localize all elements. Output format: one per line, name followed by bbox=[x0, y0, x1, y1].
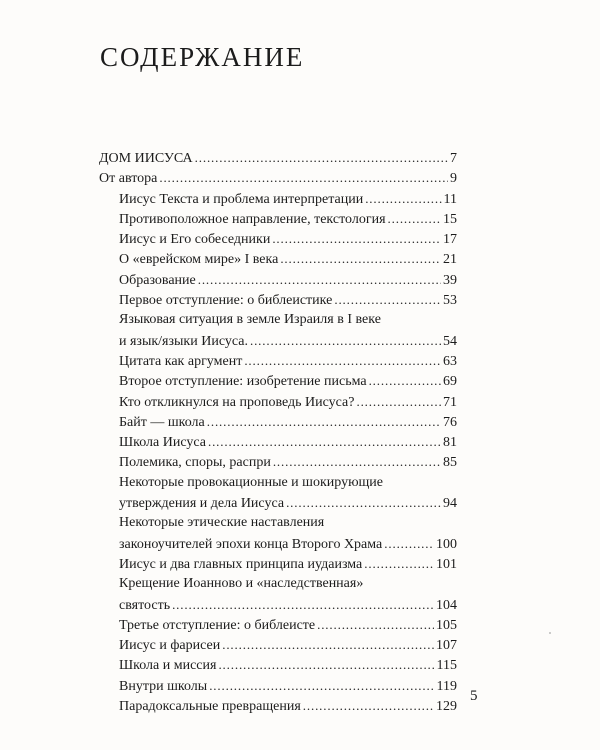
dot-leader bbox=[317, 615, 434, 636]
toc-entry-page: 9 bbox=[450, 171, 457, 187]
dot-leader bbox=[280, 249, 441, 270]
toc-entry-title: Иисус Текста и проблема интерпретации bbox=[119, 191, 364, 207]
table-of-contents bbox=[99, 148, 457, 716]
toc-entry bbox=[119, 371, 457, 391]
dot-leader bbox=[250, 331, 441, 352]
toc-entry bbox=[119, 310, 457, 351]
toc-entry-title: Некоторые этические наставления bbox=[119, 515, 325, 531]
toc-entry bbox=[119, 513, 457, 554]
toc-entry-title: От автора bbox=[99, 171, 158, 187]
dot-leader bbox=[369, 371, 441, 392]
dot-leader bbox=[356, 392, 441, 413]
toc-entry bbox=[119, 249, 457, 269]
toc-entry bbox=[119, 676, 457, 696]
toc-entry-page: 107 bbox=[436, 638, 457, 654]
toc-entry-title: Крещение Иоанново и «наследственная» bbox=[119, 576, 364, 592]
toc-entry-page: 21 bbox=[443, 252, 457, 268]
toc-entry-page: 39 bbox=[443, 272, 457, 288]
toc-entry-title: законоучителей эпохи конца Второго Храма bbox=[119, 536, 383, 552]
toc-entry bbox=[99, 168, 457, 188]
toc-entry bbox=[99, 148, 457, 168]
toc-entry-title: Школа и миссия bbox=[119, 658, 217, 674]
toc-entry bbox=[119, 655, 457, 675]
toc-entry-title: Кто откликнулся на проповедь Иисуса? bbox=[119, 394, 355, 410]
toc-entry bbox=[119, 392, 457, 412]
dot-leader bbox=[303, 696, 434, 717]
toc-entry-page: 100 bbox=[436, 536, 457, 552]
dot-leader bbox=[286, 493, 441, 514]
toc-entry-page: 71 bbox=[443, 394, 457, 410]
dot-leader bbox=[272, 229, 441, 250]
toc-entry bbox=[119, 452, 457, 472]
toc-entry-title: Байт — школа bbox=[119, 414, 205, 430]
toc-entry-page: 115 bbox=[436, 658, 457, 674]
toc-entry-title: Парадоксальные превращения bbox=[119, 699, 301, 715]
dot-leader bbox=[365, 189, 441, 210]
toc-entry bbox=[119, 473, 457, 514]
toc-entry-page: 17 bbox=[443, 232, 457, 248]
toc-entry bbox=[119, 696, 457, 716]
toc-entry bbox=[119, 554, 457, 574]
toc-entry-title: Языковая ситуация в земле Израиля в I веке bbox=[119, 312, 381, 328]
page-number: 5 bbox=[470, 688, 478, 704]
dot-leader bbox=[208, 432, 441, 453]
toc-entry-page: 81 bbox=[443, 435, 457, 451]
dot-leader bbox=[172, 595, 434, 616]
toc-entry-page: 15 bbox=[443, 211, 457, 227]
dot-leader bbox=[209, 676, 434, 697]
toc-entry-title: Иисус и Его собеседники bbox=[119, 232, 271, 248]
toc-entry-title: утверждения и дела Иисуса bbox=[119, 496, 285, 512]
dot-leader bbox=[388, 209, 441, 230]
toc-entry bbox=[119, 574, 457, 615]
dot-leader bbox=[198, 270, 441, 291]
toc-entry-title: святость bbox=[119, 597, 171, 613]
toc-entry-title: Школа Иисуса bbox=[119, 435, 206, 451]
toc-entry-title: Цитата как аргумент bbox=[119, 353, 243, 369]
toc-entry bbox=[119, 189, 457, 209]
dot-leader bbox=[334, 290, 441, 311]
toc-entry-page: 63 bbox=[443, 353, 457, 369]
toc-entry bbox=[119, 432, 457, 452]
toc-entry-title: Полемика, споры, распри bbox=[119, 455, 271, 471]
dot-leader bbox=[384, 534, 434, 555]
toc-entry bbox=[119, 270, 457, 290]
toc-entry bbox=[119, 209, 457, 229]
dot-leader bbox=[222, 635, 434, 656]
toc-entry-title: Иисус и два главных принципа иудаизма bbox=[119, 556, 363, 572]
toc-entry-title: Первое отступление: о библеистике bbox=[119, 293, 333, 309]
toc-entry bbox=[119, 615, 457, 635]
toc-entry-page: 7 bbox=[450, 151, 457, 166]
page-title: СОДЕРЖАНИЕ bbox=[100, 42, 305, 72]
toc-entry-title: О «еврейском мире» I века bbox=[119, 252, 279, 268]
dot-leader bbox=[195, 148, 448, 169]
toc-entry-page: 69 bbox=[443, 374, 457, 390]
toc-entry bbox=[119, 351, 457, 371]
toc-entry-page: 129 bbox=[436, 699, 457, 715]
dot-leader bbox=[273, 452, 441, 473]
dot-leader bbox=[207, 412, 441, 433]
toc-entry-page: 94 bbox=[443, 496, 457, 512]
toc-entry bbox=[119, 229, 457, 249]
dot-leader bbox=[218, 655, 434, 676]
toc-entry-page: 119 bbox=[436, 678, 457, 694]
toc-entry-title: Третье отступление: о библеисте bbox=[119, 617, 316, 633]
toc-entry-page: 101 bbox=[436, 556, 457, 572]
toc-entry bbox=[119, 290, 457, 310]
toc-entry-page: 105 bbox=[436, 617, 457, 633]
print-speck bbox=[549, 632, 551, 634]
dot-leader bbox=[244, 351, 441, 372]
toc-entry-title: Внутри школы bbox=[119, 678, 208, 694]
toc-entry-page: 76 bbox=[443, 414, 457, 430]
dot-leader bbox=[364, 554, 434, 575]
toc-entry-title: Второе отступление: изобретение письма bbox=[119, 374, 367, 390]
toc-entry-title: Некоторые провокационные и шокирующие bbox=[119, 474, 384, 490]
toc-entry bbox=[119, 635, 457, 655]
toc-entry-page: 54 bbox=[443, 333, 457, 349]
toc-entry bbox=[119, 412, 457, 432]
toc-entry-title: ДОМ ИИСУСА bbox=[99, 151, 193, 166]
toc-entry-title: и язык/языки Иисуса. bbox=[119, 333, 248, 349]
toc-entry-title: Иисус и фарисеи bbox=[119, 638, 221, 654]
toc-entry-title: Противоположное направление, текстология bbox=[119, 211, 386, 227]
toc-entry-page: 11 bbox=[443, 191, 457, 207]
toc-entry-title: Образование bbox=[119, 272, 196, 288]
toc-entry-page: 53 bbox=[443, 293, 457, 309]
toc-entry-page: 85 bbox=[443, 455, 457, 471]
toc-entry-page: 104 bbox=[436, 597, 457, 613]
dot-leader bbox=[159, 168, 448, 189]
